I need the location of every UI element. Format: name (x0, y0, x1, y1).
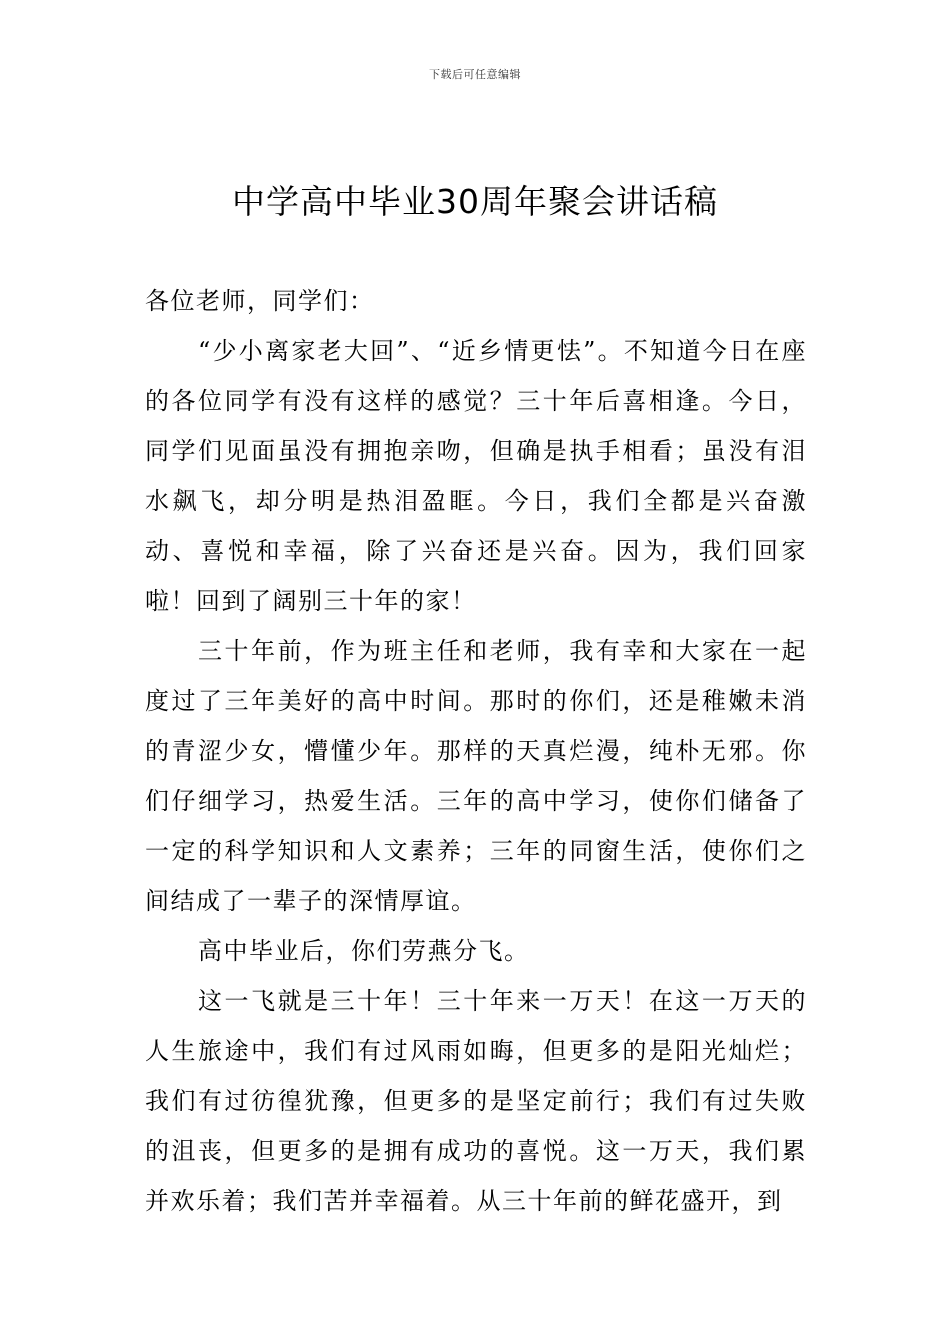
paragraph-2: 三十年前，作为班主任和老师，我有幸和大家在一起度过了三年美好的高中时间。那时的你们，还是稚嫩未消的青涩少女，懵懂少年。那样的天真烂漫，纯朴无邪。你们仔细学习，热爱生活。三年的高中学习，使你们储备了一定的科学知识和人文素养；三年的同窗生活，使你们之间结成了一辈子的深情厚谊。 (145, 637, 807, 915)
salutation: 各位老师，同学们： (145, 287, 375, 315)
paragraph-4: 这一飞就是三十年！三十年来一万天！在这一万天的人生旅途中，我们有过风雨如晦，但更多的是阳光灿烂；我们有过彷徨犹豫，但更多的是坚定前行；我们有过失败的沮丧，但更多的是拥有成功的喜悦。这一万天，我们累并欢乐着；我们苦并幸福着。从三十年前的鲜花盛开，到 (145, 987, 807, 1215)
paragraph-3: 高中毕业后，你们劳燕分飞。 (198, 937, 530, 965)
paragraph-1: “少小离家老大回”、“近乡情更怯”。不知道今日在座的各位同学有没有这样的感觉？三十年后喜相逢。今日，同学们见面虽没有拥抱亲吻，但确是执手相看；虽没有泪水飙飞，却分明是热泪盈眶。今日，我们全都是兴奋激动、喜悦和幸福，除了兴奋还是兴奋。因为，我们回家啦！回到了阔别三十年的家！ (145, 337, 807, 615)
document-title: 中学高中毕业30周年聚会讲话稿 (232, 182, 718, 221)
header-note: 下载后可任意编辑 (429, 68, 521, 81)
document-body (145, 276, 807, 1226)
